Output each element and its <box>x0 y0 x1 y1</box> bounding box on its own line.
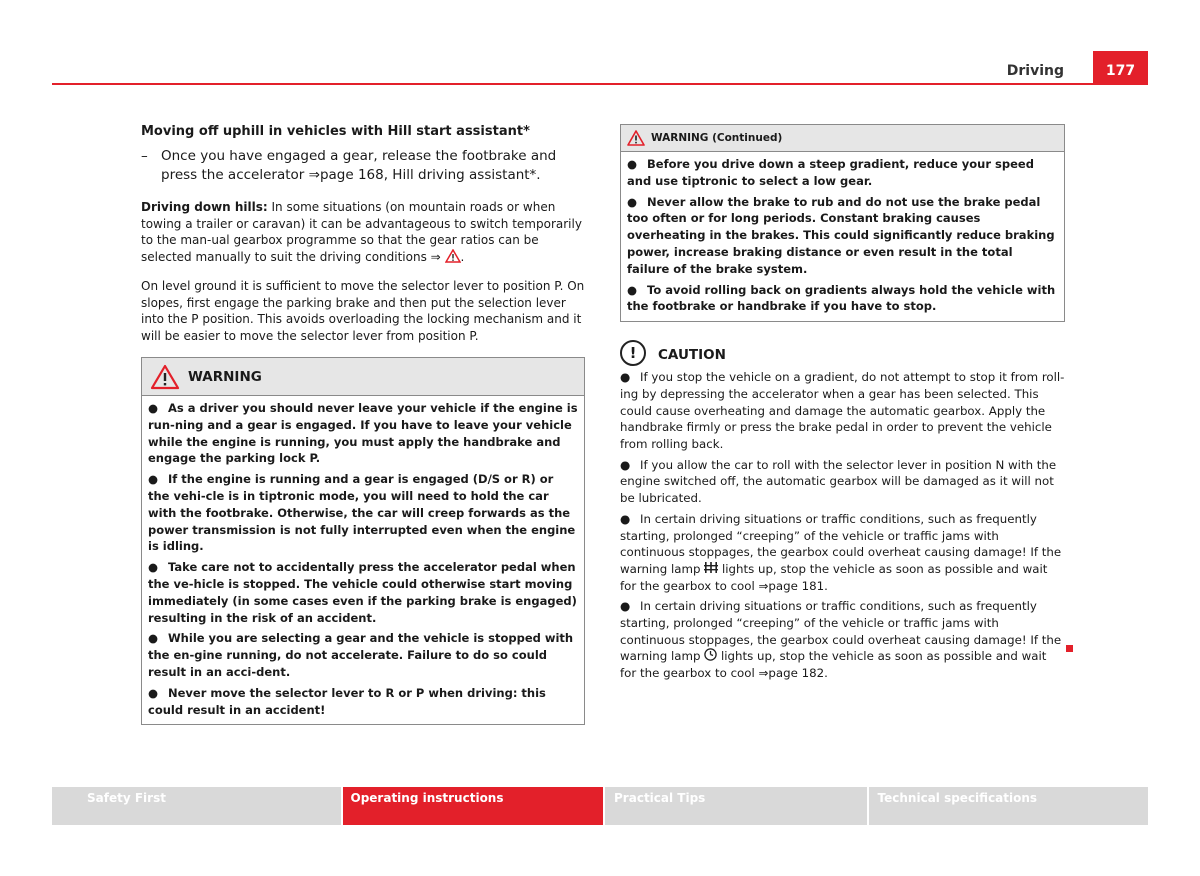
dash-marker: – <box>141 148 148 164</box>
left-column <box>141 124 585 725</box>
hill-start-heading: Moving off uphill in vehicles with Hill start assistant* <box>141 124 530 139</box>
warning-item: ● To avoid rolling back on gradients always hold the vehicle with the footbrake or handbrake if you have to stop. <box>627 282 1056 314</box>
warning-item: ● Take care not to accidentally press the accelerator pedal when the ve-hicle is stopped. The vehicle could otherwise start moving immediately (in some cases even if the parking brake is engaged) resulting in the risk of an accident. <box>148 560 577 625</box>
caution-item: ● In certain driving situations or traffic conditions, such as frequently starting, prolonged “creeping” of the vehicle or traffic jams with continuous stoppages, the gearbox could overheat causing damage! If the warning lamp lights up, stop the vehicle as soon as possible and wait for the gearbox to cool ⇒page 181. <box>620 511 1062 593</box>
warning-item: ● Never move the selector lever to R or P when driving: this could result in an accident! <box>148 685 546 717</box>
exclamation-circle-icon: ! <box>620 340 646 366</box>
warning-item: ● While you are selecting a gear and the vehicle is stopped with the en-gine running, do not accelerate. Failure to do so could result in an acci-dent. <box>148 631 574 679</box>
warning-box <box>141 357 585 725</box>
caution-header <box>620 340 1065 366</box>
warning-item: ● Never allow the brake to rub and do not use the brake pedal too often or for long periods. Constant braking causes overheating in the brakes. This could significantly reduce braking power, increase braking distance or even result in the total failure of the brake system. <box>627 194 1055 276</box>
page-number: 177 <box>1093 51 1148 85</box>
caution-item: ● If you allow the car to roll with the selector lever in position N with the engine switched off, the automatic gearbox will be damaged as it will not be lubricated. <box>620 457 1057 506</box>
caution-label: CAUTION <box>658 347 726 364</box>
warning-continued-label: WARNING (Continued) <box>651 132 783 144</box>
tab-safety-first[interactable]: Safety First <box>52 787 341 825</box>
caution-item: ● In certain driving situations or traffic conditions, such as frequently starting, prolonged “creeping” of the vehicle or traffic jams with continuous stoppages, the gearbox could overheat causing damage! If the warning lamp lights up, stop the vehicle as soon as possible and wait for the gearbox to cool ⇒page 182. <box>620 599 1062 681</box>
tab-operating-instructions[interactable]: Operating instructions <box>343 787 604 825</box>
warning-label: WARNING <box>188 368 262 385</box>
warning-continued-box <box>620 124 1065 322</box>
warning-continued-header <box>621 125 1064 152</box>
warning-item: ● Before you drive down a steep gradient, reduce your speed and use tiptronic to select a low gear. <box>627 157 1034 188</box>
tab-technical-specifications[interactable]: Technical specifications <box>869 787 1148 825</box>
warning-body <box>142 396 584 724</box>
level-ground-paragraph: On level ground it is sufficient to move the selector lever to position P. On slopes, first engage the parking brake and then put the selection lever into the P position. This avoids overloading the locking mechanism and it will be easier to move the selector lever from position P. <box>141 279 585 343</box>
warning-triangle-icon <box>627 130 645 146</box>
instruction-step <box>141 147 585 185</box>
section-title: Driving <box>1006 63 1064 79</box>
right-column <box>620 124 1065 686</box>
header-rule <box>52 83 1148 85</box>
gearbox-clock-icon <box>704 648 717 661</box>
warning-item: ● As a driver you should never leave your vehicle if the engine is run-ning and a gear is engaged. If you have to leave your vehicle while the engine is running, you must apply the handbrake and engage the parking lock P. <box>148 401 578 466</box>
footer-nav <box>52 787 1148 825</box>
section-end-marker <box>1066 645 1073 652</box>
driving-downhill-text: In some situations (on mountain roads or when towing a trailer or caravan) it can be advantageous to switch temporarily to the man-ual gearbox programme so that the gear ratios can be selected manually to suit the driving conditions ⇒ <box>141 200 582 264</box>
warning-item: ● If the engine is running and a gear is engaged (D/S or R) or the vehi-cle is in tiptronic mode, you will need to hold the car with the footbrake. Otherwise, the car will creep forwards as the power transmission is not fully interrupted even when the engine is idling. <box>148 472 576 554</box>
driving-downhill-paragraph: Driving down hills: In some situations (on mountain roads or when towing a trailer or caravan) it can be advantageous to switch temporarily to the man-ual gearbox programme so that the gear ratios can be selected manually to suit the driving conditions ⇒ . <box>141 200 582 264</box>
warning-triangle-icon <box>445 249 461 263</box>
warning-header <box>142 358 584 396</box>
tab-practical-tips[interactable]: Practical Tips <box>605 787 867 825</box>
warning-triangle-icon <box>150 364 180 390</box>
caution-item: ● If you stop the vehicle on a gradient, do not attempt to stop it from roll-ing by depressing the accelerator when a gear has been selected. This could cause overheating and damage the automatic gearbox. Apply the handbrake firmly or press the brake pedal in order to prevent the vehicle from rolling back. <box>620 370 1065 451</box>
driving-downhill-label: Driving down hills: <box>141 200 268 214</box>
warning-continued-body <box>621 152 1064 321</box>
gearbox-warning-icon <box>704 561 718 574</box>
instruction-text: Once you have engaged a gear, release the footbrake and press the accelerator ⇒page 168, Hill driving assistant*. <box>161 148 557 183</box>
